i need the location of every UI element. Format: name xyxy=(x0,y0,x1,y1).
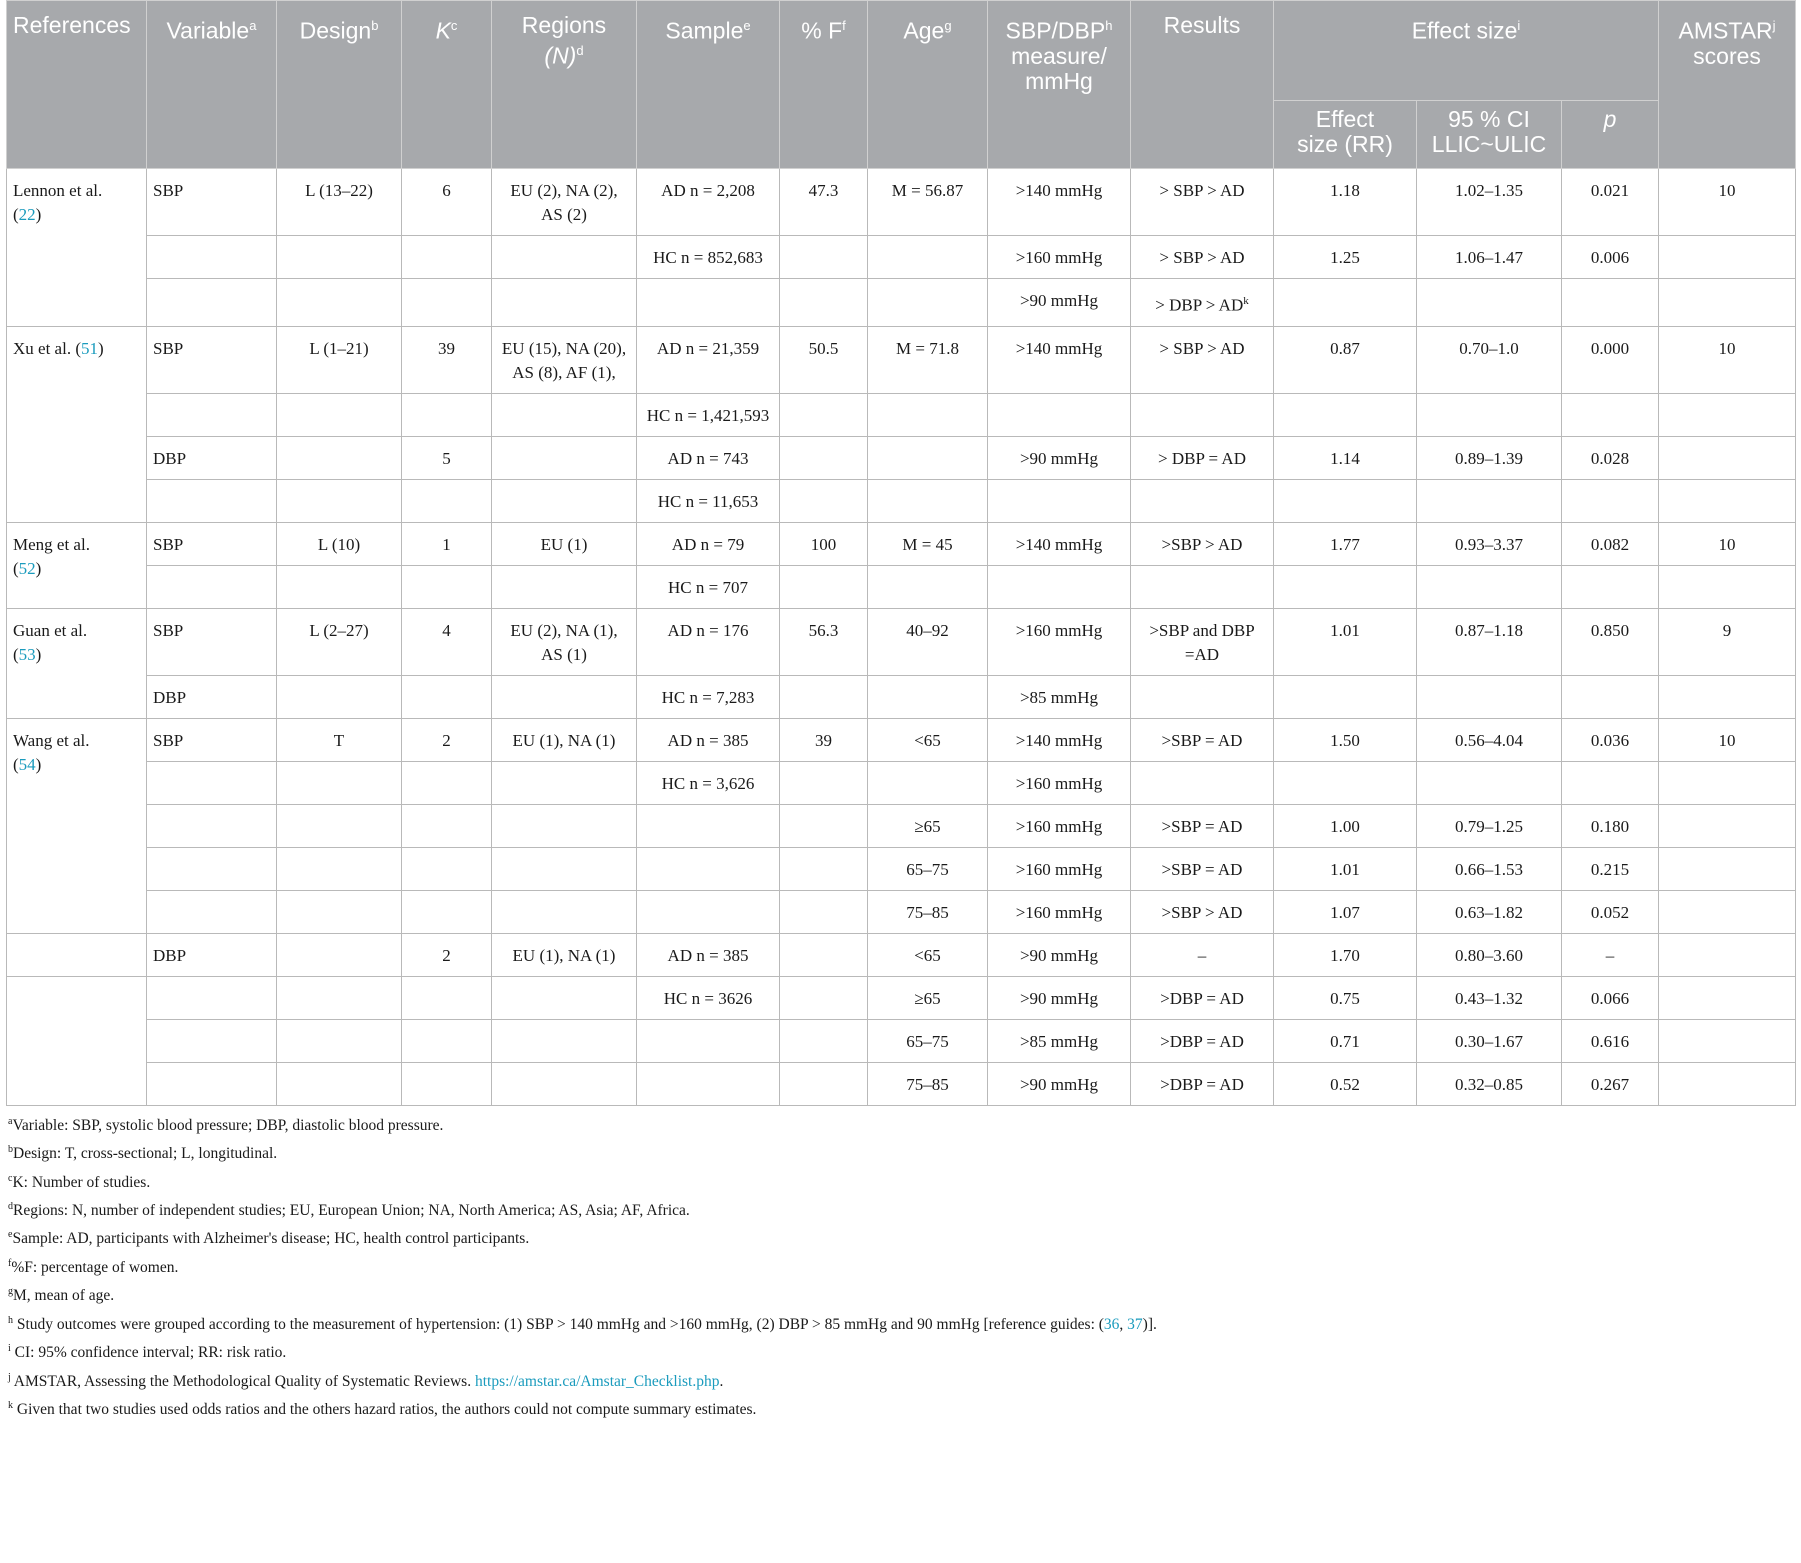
footnote xyxy=(8,1280,1795,1308)
table-row xyxy=(7,169,1796,236)
table-row xyxy=(7,890,1796,933)
cell-effect-size: 1.07 xyxy=(1274,890,1417,933)
header-p-label: p xyxy=(1603,106,1617,132)
footnote-text: Sample: AD, participants with Alzheimer's disease; HC, health control participants. xyxy=(12,1230,530,1248)
cell-age: ≥65 xyxy=(868,804,988,847)
cell-effect-size: 0.75 xyxy=(1274,976,1417,1019)
cell-variable: DBP xyxy=(147,436,277,479)
reference-name: Guan et al. xyxy=(13,620,88,640)
header-sbp-dbp-line2: measure/ xyxy=(1011,42,1107,69)
header-sbp-dbp-line3: mmHg xyxy=(1025,67,1093,94)
cell-measure: >90 mmHg xyxy=(988,976,1131,1019)
cell-k: 1 xyxy=(402,522,492,565)
cell-results: >SBP > AD xyxy=(1131,890,1274,933)
cell-measure: >160 mmHg xyxy=(988,761,1131,804)
cell-k: 2 xyxy=(402,933,492,976)
header-k-sup: c xyxy=(450,18,458,33)
header-regions-label: Regions xyxy=(521,12,607,38)
table-row xyxy=(7,393,1796,436)
table-row xyxy=(7,608,1796,675)
cell-p: 0.850 xyxy=(1562,608,1659,675)
cell-p: 0.000 xyxy=(1562,326,1659,393)
cell-sample: HC n = 1,421,593 xyxy=(637,393,780,436)
cell-reference: Lennon et al. (22) xyxy=(7,169,147,327)
cell-amstar: 10 xyxy=(1659,326,1796,393)
header-ci-line2: LLIC~ULIC xyxy=(1431,131,1547,157)
cell-measure: >140 mmHg xyxy=(988,326,1131,393)
cell-p: 0.021 xyxy=(1562,169,1659,236)
table-row xyxy=(7,718,1796,761)
footnote-text: AMSTAR, Assessing the Methodological Quality of Systematic Reviews. xyxy=(10,1372,475,1390)
cell-design: T xyxy=(277,718,402,761)
cell-reference: Wang et al. (54) xyxy=(7,718,147,933)
table-row xyxy=(7,1019,1796,1062)
cell-pct-f: 100 xyxy=(780,522,868,565)
cell-effect-size: 1.01 xyxy=(1274,847,1417,890)
header-effect-size xyxy=(1274,1,1659,101)
cell-ci: 0.43–1.32 xyxy=(1417,976,1562,1019)
header-effect-size-label: Effect size xyxy=(1411,17,1518,44)
cell-effect-size: 1.70 xyxy=(1274,933,1417,976)
cell-k: 39 xyxy=(402,326,492,393)
citation-link[interactable]: 22 xyxy=(18,205,36,224)
cell-age: 65–75 xyxy=(868,1019,988,1062)
cell-age: 75–85 xyxy=(868,890,988,933)
cell-amstar: 9 xyxy=(1659,608,1796,675)
footnote-text: CI: 95% confidence interval; RR: risk ratio. xyxy=(10,1344,287,1362)
table-row xyxy=(7,976,1796,1019)
cell-results: > DBP = AD xyxy=(1131,436,1274,479)
header-sample-label: Sample xyxy=(665,17,744,44)
cell-sample: AD n = 2,208 xyxy=(637,169,780,236)
footnote-mark: c xyxy=(8,1172,13,1184)
header-amstar-label: AMSTAR xyxy=(1678,17,1773,44)
header-es-rr-line1: Effect xyxy=(1315,106,1375,132)
cell-pct-f: 39 xyxy=(780,718,868,761)
cell-effect-size: 0.52 xyxy=(1274,1062,1417,1105)
footnote-mark: e xyxy=(8,1229,13,1241)
footnote-text: M, mean of age. xyxy=(13,1287,115,1305)
cell-sample: AD n = 385 xyxy=(637,718,780,761)
cell-variable: DBP xyxy=(147,933,277,976)
table-row xyxy=(7,933,1796,976)
cell-reference: Xu et al. (51) xyxy=(7,326,147,522)
header-ci xyxy=(1417,101,1562,169)
cell-effect-size: 1.77 xyxy=(1274,522,1417,565)
footnote-mark: k xyxy=(8,1400,13,1412)
cell-effect-size: 1.25 xyxy=(1274,236,1417,279)
cell-design: L (13–22) xyxy=(277,169,402,236)
cell-amstar: 10 xyxy=(1659,169,1796,236)
table-row xyxy=(7,479,1796,522)
cell-variable: SBP xyxy=(147,718,277,761)
cell-results: >SBP > AD xyxy=(1131,522,1274,565)
cell-reference: Guan et al. (53) xyxy=(7,608,147,718)
footnote-mark: h xyxy=(8,1314,13,1326)
results-footnote-mark: k xyxy=(1243,295,1249,307)
cell-measure: >160 mmHg xyxy=(988,890,1131,933)
cell-effect-size: 0.71 xyxy=(1274,1019,1417,1062)
header-results xyxy=(1131,1,1274,169)
cell-age: M = 45 xyxy=(868,522,988,565)
cell-p: 0.006 xyxy=(1562,236,1659,279)
cell-measure: >140 mmHg xyxy=(988,169,1131,236)
cell-ci: 0.56–4.04 xyxy=(1417,718,1562,761)
header-pct-f xyxy=(780,1,868,169)
header-sample xyxy=(637,1,780,169)
footnote xyxy=(8,1337,1795,1365)
header-design-label: Design xyxy=(299,17,372,44)
cell-measure: >160 mmHg xyxy=(988,847,1131,890)
cell-sample: AD n = 385 xyxy=(637,933,780,976)
cell-design: L (2–27) xyxy=(277,608,402,675)
header-k-label: K xyxy=(435,17,451,44)
footnote-mark: g xyxy=(8,1286,13,1298)
footnote-mark: a xyxy=(8,1115,13,1127)
cell-regions: EU (2), NA (2), AS (2) xyxy=(492,169,637,236)
cell-ci: 0.70–1.0 xyxy=(1417,326,1562,393)
cell-effect-size: 0.87 xyxy=(1274,326,1417,393)
reference-name: Wang et al. xyxy=(13,730,90,750)
table-row xyxy=(7,804,1796,847)
footnotes xyxy=(6,1110,1795,1423)
cell-ci: 0.30–1.67 xyxy=(1417,1019,1562,1062)
cell-p: 0.215 xyxy=(1562,847,1659,890)
footnote xyxy=(8,1110,1795,1138)
cell-measure: >160 mmHg xyxy=(988,608,1131,675)
cell-k: 2 xyxy=(402,718,492,761)
cell-measure: >90 mmHg xyxy=(988,1062,1131,1105)
table-row xyxy=(7,1062,1796,1105)
cell-results: >DBP = AD xyxy=(1131,976,1274,1019)
cell-p: 0.616 xyxy=(1562,1019,1659,1062)
footnote-text: , xyxy=(1119,1315,1128,1333)
citation-link[interactable]: 51 xyxy=(81,338,98,358)
table-row xyxy=(7,675,1796,718)
header-sbp-dbp xyxy=(988,1,1131,169)
cell-pct-f: 56.3 xyxy=(780,608,868,675)
cell-variable: SBP xyxy=(147,326,277,393)
header-regions xyxy=(492,1,637,169)
header-ci-line1: 95 % CI xyxy=(1448,106,1530,132)
cell-regions: EU (1) xyxy=(492,522,637,565)
cell-sample: AD n = 21,359 xyxy=(637,326,780,393)
table-body xyxy=(7,169,1796,1106)
cell-p: 0.180 xyxy=(1562,804,1659,847)
footnote xyxy=(8,1394,1795,1422)
cell-effect-size: 1.00 xyxy=(1274,804,1417,847)
header-pct-f-sup: f xyxy=(842,18,846,33)
table-row xyxy=(7,279,1796,327)
cell-sample: HC n = 852,683 xyxy=(637,236,780,279)
cell-ci: 1.02–1.35 xyxy=(1417,169,1562,236)
cell-effect-size: 1.50 xyxy=(1274,718,1417,761)
citation-link[interactable]: 53 xyxy=(18,644,36,664)
cell-sample: AD n = 79 xyxy=(637,522,780,565)
cell-p: 0.267 xyxy=(1562,1062,1659,1105)
cell-results: >DBP = AD xyxy=(1131,1019,1274,1062)
header-sbp-dbp-label: SBP/DBP xyxy=(1005,17,1106,44)
cell-results: >SBP and DBP =AD xyxy=(1131,608,1274,675)
cell-ci: 0.66–1.53 xyxy=(1417,847,1562,890)
header-design-sup: b xyxy=(371,18,379,33)
header-es-rr xyxy=(1274,101,1417,169)
cell-variable: SBP xyxy=(147,522,277,565)
footnote-mark: d xyxy=(8,1201,13,1213)
cell-ci: 0.80–3.60 xyxy=(1417,933,1562,976)
cell-regions: EU (1), NA (1) xyxy=(492,718,637,761)
cell-sample: HC n = 11,653 xyxy=(637,479,780,522)
cell-results: – xyxy=(1131,933,1274,976)
footnote-text: Regions: N, number of independent studies; EU, European Union; NA, North America; AS, Asia; AF, Africa. xyxy=(13,1202,690,1220)
cell-age: M = 56.87 xyxy=(868,169,988,236)
cell-pct-f: 50.5 xyxy=(780,326,868,393)
cell-pct-f: 47.3 xyxy=(780,169,868,236)
cell-ci: 0.63–1.82 xyxy=(1417,890,1562,933)
cell-sample: HC n = 3,626 xyxy=(637,761,780,804)
cell-regions: EU (15), NA (20), AS (8), AF (1), xyxy=(492,326,637,393)
cell-measure: >90 mmHg xyxy=(988,933,1131,976)
cell-measure: >160 mmHg xyxy=(988,236,1131,279)
header-amstar-line2: scores xyxy=(1693,42,1761,69)
table-row xyxy=(7,761,1796,804)
cell-age: 40–92 xyxy=(868,608,988,675)
cell-k: 4 xyxy=(402,608,492,675)
header-design xyxy=(277,1,402,169)
cell-effect-size: 1.01 xyxy=(1274,608,1417,675)
cell-ci: 0.87–1.18 xyxy=(1417,608,1562,675)
cell-results: >SBP = AD xyxy=(1131,718,1274,761)
footnote xyxy=(8,1252,1795,1280)
cell-p: 0.036 xyxy=(1562,718,1659,761)
cell-p: 0.052 xyxy=(1562,890,1659,933)
cell-p: 0.028 xyxy=(1562,436,1659,479)
cell-ci: 0.79–1.25 xyxy=(1417,804,1562,847)
citation-link[interactable]: 37 xyxy=(1127,1315,1143,1333)
table-row xyxy=(7,522,1796,565)
cell-design: L (1–21) xyxy=(277,326,402,393)
cell-design: L (10) xyxy=(277,522,402,565)
header-age-sup: g xyxy=(944,18,952,33)
table-row xyxy=(7,847,1796,890)
header-age xyxy=(868,1,988,169)
footnote-text: Variable: SBP, systolic blood pressure; DBP, diastolic blood pressure. xyxy=(12,1116,444,1134)
footnote-mark: i xyxy=(8,1343,11,1355)
cell-age: M = 71.8 xyxy=(868,326,988,393)
header-k xyxy=(402,1,492,169)
footnote xyxy=(8,1138,1795,1166)
cell-results: >SBP = AD xyxy=(1131,804,1274,847)
footnote xyxy=(8,1195,1795,1223)
cell-measure: >90 mmHg xyxy=(988,279,1131,327)
table-header xyxy=(7,1,1796,169)
cell-results: > SBP > AD xyxy=(1131,326,1274,393)
header-p xyxy=(1562,101,1659,169)
cell-age: 75–85 xyxy=(868,1062,988,1105)
cell-measure: >90 mmHg xyxy=(988,436,1131,479)
footnote xyxy=(8,1309,1795,1337)
header-amstar-sup: j xyxy=(1772,18,1776,33)
reference-name: Meng et al. xyxy=(13,534,90,554)
results-text: > DBP > AD xyxy=(1155,295,1244,315)
cell-amstar: 10 xyxy=(1659,718,1796,761)
cell-measure: >140 mmHg xyxy=(988,522,1131,565)
header-results-label: Results xyxy=(1163,12,1241,38)
footnote-text: . xyxy=(719,1372,724,1390)
header-sample-sup: e xyxy=(743,18,751,33)
reference-name: Xu et al. xyxy=(13,338,72,358)
cell-age: 65–75 xyxy=(868,847,988,890)
cell-results: >DBP = AD xyxy=(1131,1062,1274,1105)
footnote xyxy=(8,1223,1795,1251)
footnote-text: Study outcomes were grouped according to the measurement of hypertension: (1) SBP > 140 mmHg and >160 mmHg, (2) DBP > 85 mmHg and 90 mmHg [reference guides: ( xyxy=(13,1315,1104,1333)
reference-name: Lennon et al. xyxy=(13,181,103,200)
cell-reference: Meng et al. (52) xyxy=(7,522,147,608)
table-row xyxy=(7,436,1796,479)
footnote-text: %F: percentage of women. xyxy=(11,1259,179,1277)
header-effect-size-sup: i xyxy=(1517,18,1521,33)
amstar-link[interactable]: https://amstar.ca/Amstar_Checklist.php xyxy=(474,1372,720,1390)
cell-p: – xyxy=(1562,933,1659,976)
data-table xyxy=(6,0,1796,1106)
cell-regions: EU (1), NA (1) xyxy=(492,933,637,976)
header-regions-sup: d xyxy=(576,43,584,58)
cell-variable: DBP xyxy=(147,675,277,718)
cell-sample: AD n = 176 xyxy=(637,608,780,675)
header-pct-f-label: % F xyxy=(801,17,843,44)
footnote-text: Given that two studies used odds ratios and the others hazard ratios, the authors could not compute summary estimates. xyxy=(13,1401,757,1419)
cell-ci: 0.93–3.37 xyxy=(1417,522,1562,565)
cell-k: 5 xyxy=(402,436,492,479)
cell-effect-size: 1.14 xyxy=(1274,436,1417,479)
cell-p: 0.082 xyxy=(1562,522,1659,565)
table-row xyxy=(7,565,1796,608)
header-amstar xyxy=(1659,1,1796,169)
footnote xyxy=(8,1167,1795,1195)
table-row xyxy=(7,326,1796,393)
header-variable xyxy=(147,1,277,169)
header-references-label: References xyxy=(13,12,131,38)
cell-age: ≥65 xyxy=(868,976,988,1019)
cell-sample: AD n = 743 xyxy=(637,436,780,479)
footnote-text: Design: T, cross-sectional; L, longitudinal. xyxy=(13,1145,278,1163)
cell-measure: >160 mmHg xyxy=(988,804,1131,847)
header-regions-n: (N) xyxy=(544,42,577,69)
header-es-rr-line2: size (RR) xyxy=(1297,131,1393,157)
cell-p: 0.066 xyxy=(1562,976,1659,1019)
cell-sample: HC n = 707 xyxy=(637,565,780,608)
cell-measure: >140 mmHg xyxy=(988,718,1131,761)
footnote xyxy=(8,1366,1795,1394)
cell-measure: >85 mmHg xyxy=(988,675,1131,718)
footnote-text: K: Number of studies. xyxy=(12,1173,151,1191)
cell-variable: SBP xyxy=(147,169,277,236)
header-variable-sup: a xyxy=(249,18,257,33)
cell-ci: 0.89–1.39 xyxy=(1417,436,1562,479)
table-row xyxy=(7,236,1796,279)
cell-age: <65 xyxy=(868,718,988,761)
header-references xyxy=(7,1,147,169)
cell-age: <65 xyxy=(868,933,988,976)
cell-ci: 0.32–0.85 xyxy=(1417,1062,1562,1105)
footnote-mark: b xyxy=(8,1144,13,1156)
cell-effect-size: 1.18 xyxy=(1274,169,1417,236)
cell-amstar: 10 xyxy=(1659,522,1796,565)
cell-results: >SBP = AD xyxy=(1131,847,1274,890)
cell-k: 6 xyxy=(402,169,492,236)
cell-sample: HC n = 3626 xyxy=(637,976,780,1019)
cell-measure: >85 mmHg xyxy=(988,1019,1131,1062)
citation-link[interactable]: 36 xyxy=(1103,1315,1120,1333)
table-container xyxy=(6,0,1795,1423)
cell-results: > SBP > AD xyxy=(1131,169,1274,236)
cell-variable: SBP xyxy=(147,608,277,675)
header-sbp-dbp-sup: h xyxy=(1105,18,1113,33)
footnote-text: )]. xyxy=(1142,1315,1157,1333)
cell-ci: 1.06–1.47 xyxy=(1417,236,1562,279)
cell-results: > SBP > AD xyxy=(1131,236,1274,279)
cell-results xyxy=(1131,279,1274,327)
footnote-mark: f xyxy=(8,1257,12,1269)
footnote-mark: j xyxy=(8,1371,11,1383)
header-variable-label: Variable xyxy=(166,17,250,44)
citation-link[interactable]: 52 xyxy=(18,558,36,578)
header-age-label: Age xyxy=(903,17,945,44)
cell-sample: HC n = 7,283 xyxy=(637,675,780,718)
cell-regions: EU (2), NA (1), AS (1) xyxy=(492,608,637,675)
citation-link[interactable]: 54 xyxy=(18,754,36,774)
